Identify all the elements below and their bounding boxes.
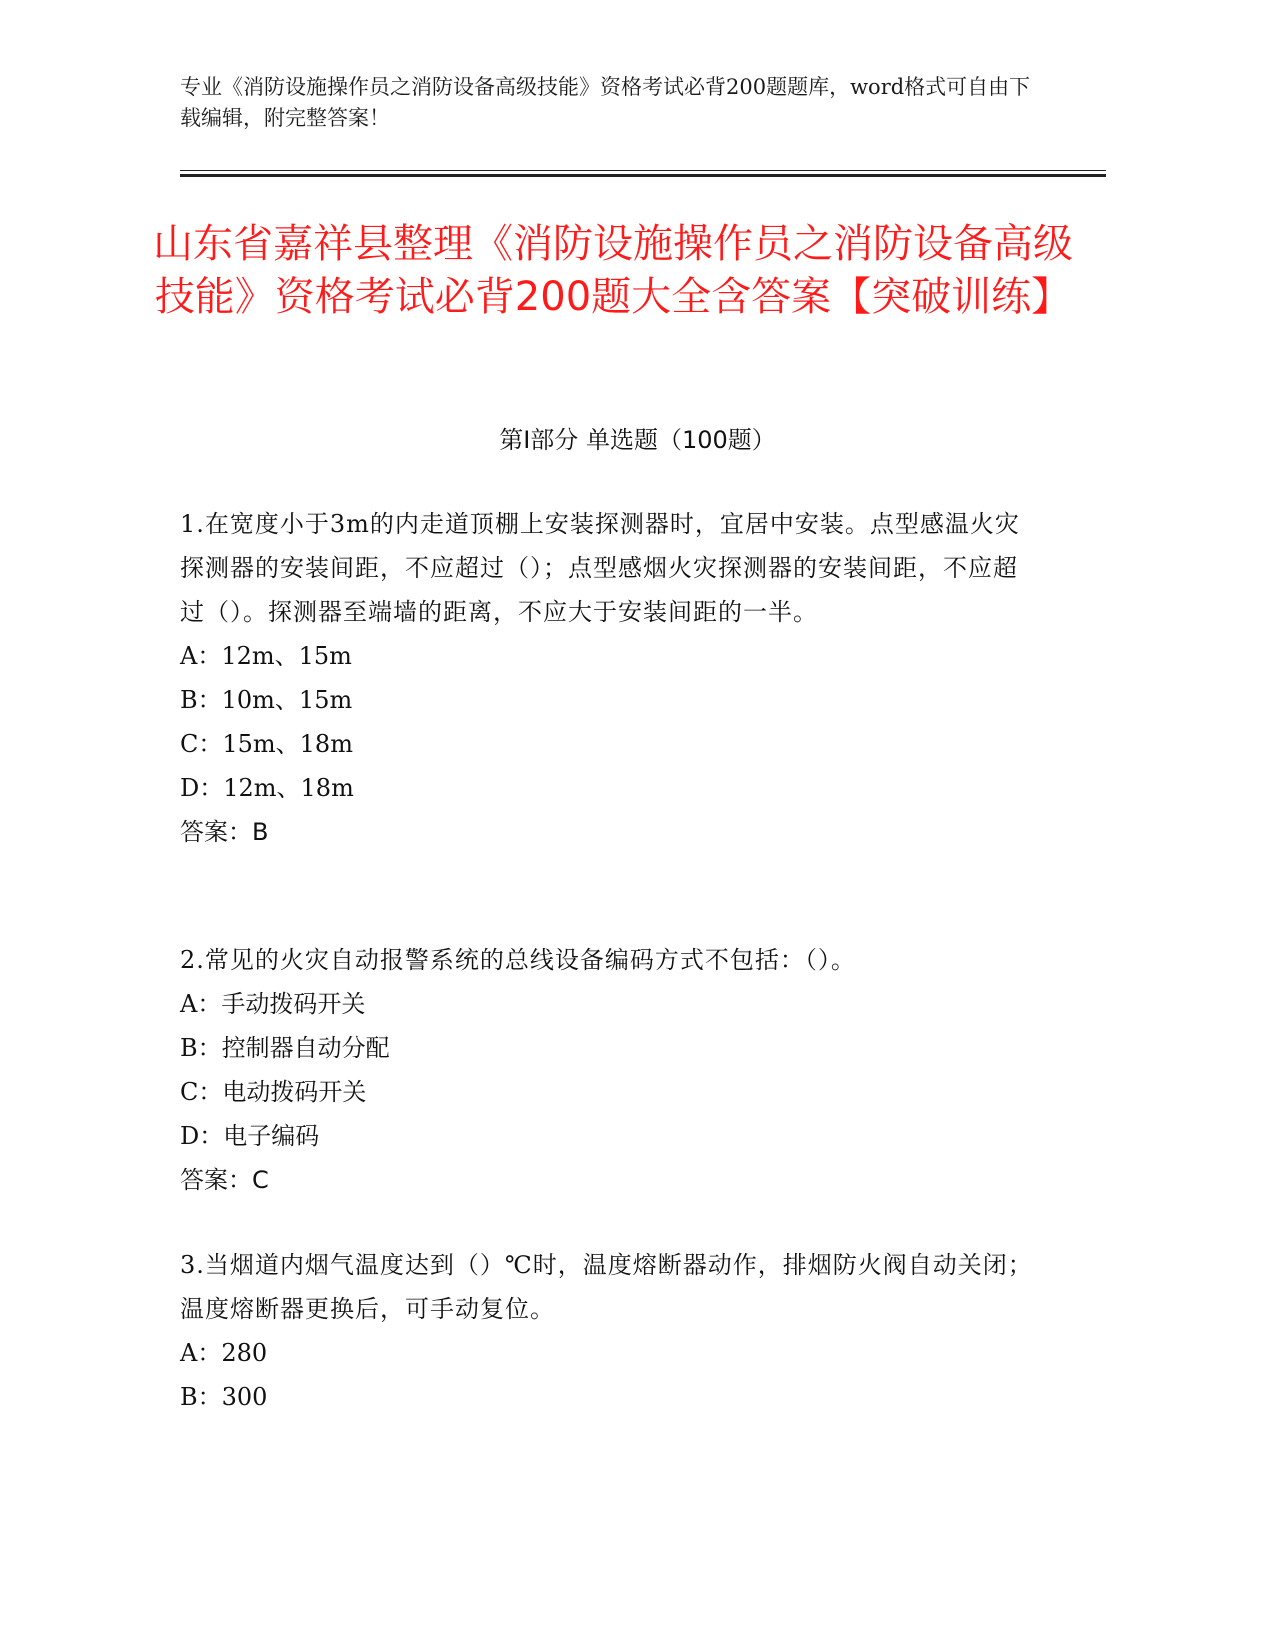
option-a: A：12m、15m — [180, 642, 352, 670]
question-3 — [180, 1243, 1040, 1419]
question-stem: 1.在宽度小于3m的内走道顶棚上安装探测器时，宜居中安装。点型感温火灾探测器的安装间距，不应超过（）；点型感烟火灾探测器的安装间距，不应超过（）。探测器至端墙的距离，不应大于安装间距的一半。 — [180, 510, 1020, 626]
document-title: 山东省嘉祥县整理《消防设施操作员之消防设备高级技能》资格考试必背200题大全含答案【突破训练】 — [153, 221, 1073, 320]
answer-label: 答案：B — [180, 818, 269, 846]
option-a: A：280 — [180, 1339, 268, 1367]
option-d: D：12m、18m — [180, 774, 354, 802]
option-b: B：300 — [180, 1383, 268, 1411]
header-divider-thin — [180, 170, 1106, 171]
question-stem: 2.常见的火灾自动报警系统的总线设备编码方式不包括：（）。 — [180, 946, 856, 974]
question-stem: 3.当烟道内烟气温度达到（）℃时，温度熔断器动作，排烟防火阀自动关闭；温度熔断器更换后，可手动复位。 — [180, 1251, 1033, 1323]
option-c: C：电动拨码开关 — [180, 1078, 367, 1106]
option-b: B：控制器自动分配 — [180, 1034, 390, 1062]
option-d: D：电子编码 — [180, 1122, 320, 1150]
question-1 — [180, 502, 1040, 854]
question-2 — [180, 938, 1040, 1202]
option-c: C：15m、18m — [180, 730, 353, 758]
section-title: 第Ⅰ部分 单选题（100题） — [499, 426, 776, 454]
answer-label: 答案：C — [180, 1166, 269, 1194]
header-note: 专业《消防设施操作员之消防设备高级技能》资格考试必背200题题库，word格式可自由下载编辑，附完整答案！ — [180, 75, 1031, 130]
option-a: A：手动拨码开关 — [180, 990, 366, 1018]
header-divider-thick — [180, 174, 1106, 177]
option-b: B：10m、15m — [180, 686, 353, 714]
